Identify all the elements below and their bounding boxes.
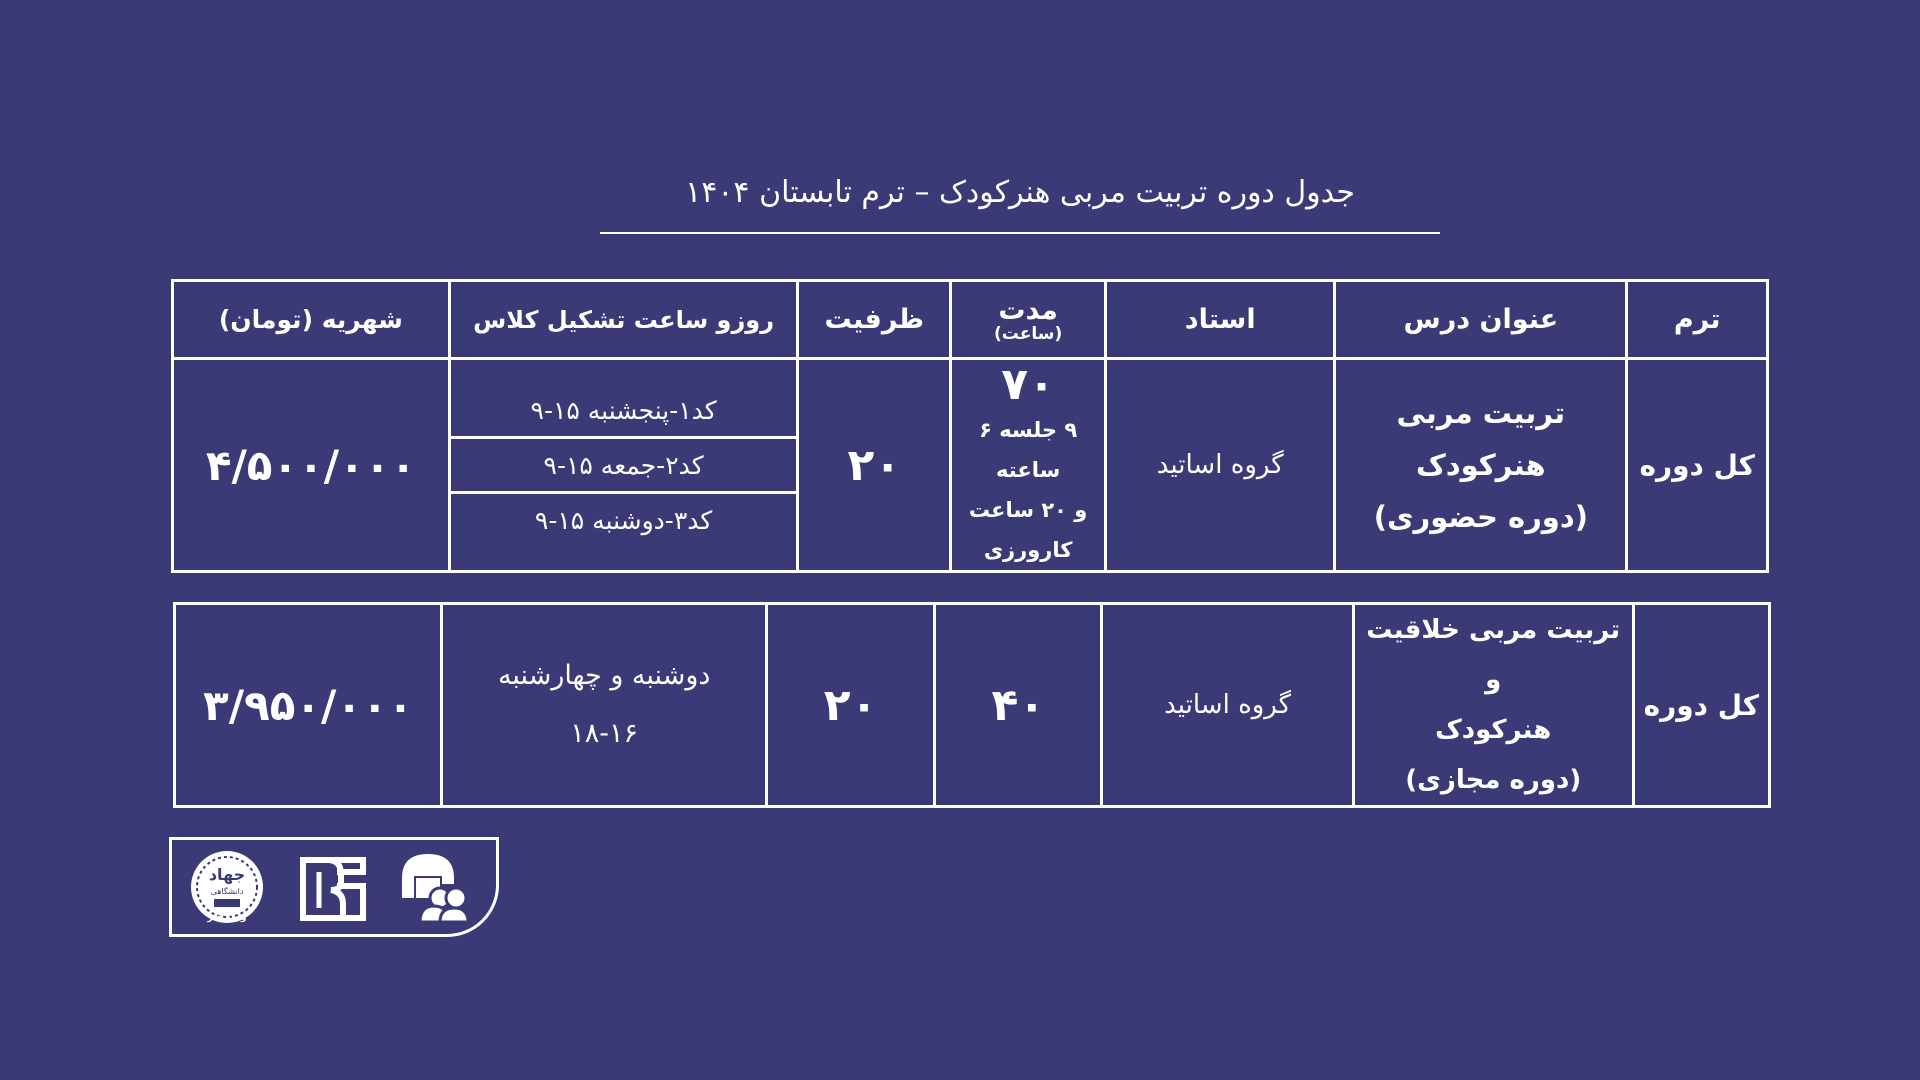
- schedule-code-1: کد۱-پنجشنبه ۱۵-۹: [451, 384, 797, 438]
- header-teacher: استاد: [1106, 281, 1335, 359]
- duration-note-sessions: ۹ جلسه ۶ ساعته: [979, 418, 1078, 482]
- course-title-line1: تربیت مربی خلاقیت و: [1366, 615, 1621, 695]
- course-duration: [951, 359, 1106, 572]
- title-underline: [600, 232, 1440, 234]
- course-teacher: گروه اساتید: [1106, 359, 1335, 572]
- course-title-line2: (دوره حضوری): [1373, 500, 1588, 534]
- table-row: [173, 359, 1768, 572]
- schedule-list: [451, 384, 797, 546]
- header-schedule: روزو ساعت تشکیل کلاس: [449, 281, 798, 359]
- course-title-line1: تربیت مربی هنرکودک: [1396, 396, 1566, 482]
- seal-text-daneshgahi: دانشگاهی: [210, 887, 244, 896]
- course-schedule: [442, 604, 767, 807]
- course-table-online: [173, 602, 1771, 808]
- children-art-logo-icon: [394, 848, 470, 924]
- list-item: [451, 493, 797, 547]
- course-table-in-person: [171, 279, 1769, 573]
- header-term: ترم: [1627, 281, 1768, 359]
- course-title-line2: هنرکودک: [1435, 715, 1552, 745]
- course-fee: ۳/۹۵۰/۰۰۰: [175, 604, 442, 807]
- list-item: [451, 384, 797, 438]
- header-capacity: ظرفیت: [798, 281, 951, 359]
- page-title: جدول دوره تربیت مربی هنرکودک – ترم تابستان ۱۴۰۴: [685, 175, 1355, 210]
- header-course: عنوان درس: [1335, 281, 1627, 359]
- course-fee: ۴/۵۰۰/۰۰۰: [173, 359, 450, 572]
- course-title-line3: (دوره مجازی): [1405, 765, 1582, 795]
- schedule-code-3: کد۳-دوشنبه ۱۵-۹: [451, 493, 797, 547]
- course-title: [1335, 359, 1627, 572]
- schedule-code-2: کد۲-جمعه ۱۵-۹: [451, 438, 797, 493]
- art-center-logo-icon: [297, 852, 369, 924]
- list-item: [451, 438, 797, 493]
- schedule-hours: ۱۸-۱۶: [570, 718, 639, 749]
- header-duration-label: مدت: [998, 294, 1058, 326]
- header-duration: [951, 281, 1106, 359]
- course-capacity: ۲۰: [798, 359, 951, 572]
- duration-note-internship: و ۲۰ ساعت کارورزی: [968, 498, 1088, 562]
- course-title: [1353, 604, 1633, 807]
- course-teacher: گروه اساتید: [1102, 604, 1353, 807]
- header-duration-unit: (ساعت): [994, 323, 1063, 344]
- course-schedule: [449, 359, 798, 572]
- header-row: [173, 281, 1768, 359]
- duration-hours: ۷۰: [1001, 359, 1055, 410]
- table-row: [175, 604, 1770, 807]
- seal-caption: واحد هنر: [207, 913, 247, 923]
- course-term: کل دوره: [1633, 604, 1769, 807]
- header-fee: شهریه (تومان): [173, 281, 450, 359]
- logo-strip: [169, 837, 499, 937]
- course-term: کل دوره: [1627, 359, 1768, 572]
- seal-text-jihad: جهاد: [208, 865, 246, 884]
- course-capacity: ۲۰: [767, 604, 935, 807]
- course-duration: ۴۰: [935, 604, 1102, 807]
- schedule-days: دوشنبه و چهارشنبه: [497, 660, 711, 691]
